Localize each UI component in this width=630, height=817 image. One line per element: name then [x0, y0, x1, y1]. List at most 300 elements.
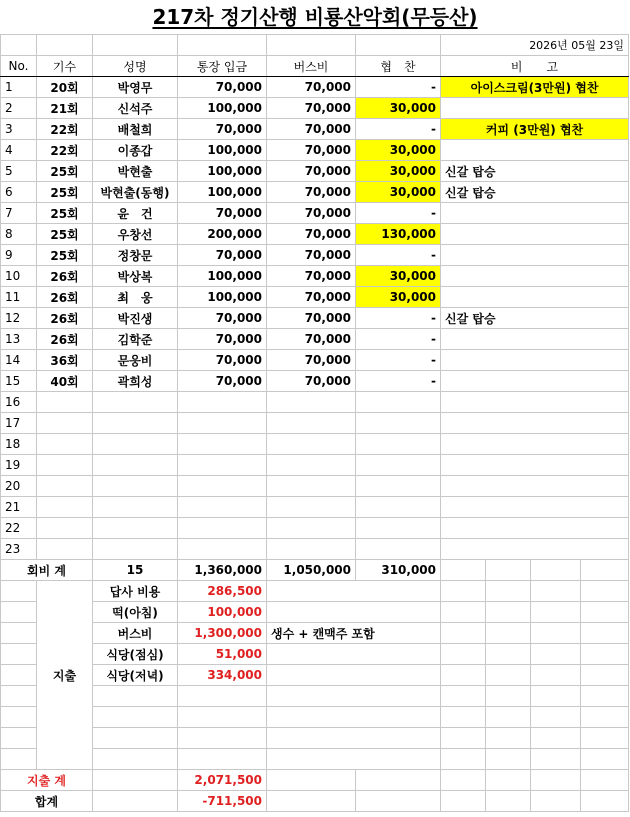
deposit-amount: 70,000	[178, 119, 267, 140]
empty-cell	[1, 728, 37, 749]
table-row	[1, 518, 629, 539]
member-generation: 36회	[37, 350, 93, 371]
empty-cell	[267, 770, 356, 791]
empty-cell	[531, 623, 581, 644]
bus-fee: 70,000	[267, 140, 356, 161]
empty-cell	[486, 581, 531, 602]
note	[441, 539, 629, 560]
empty-cell	[37, 413, 93, 434]
empty-cell	[581, 728, 629, 749]
sponsor-amount: -	[356, 203, 441, 224]
header-sponsor: 협 찬	[356, 56, 441, 77]
member-name: 이종갑	[93, 140, 178, 161]
sponsor-amount: -	[356, 245, 441, 266]
grand-total-amount: -711,500	[178, 791, 267, 812]
note	[441, 455, 629, 476]
bus-fee: 70,000	[267, 329, 356, 350]
member-name: 신석주	[93, 98, 178, 119]
empty-cell	[486, 707, 531, 728]
member-name: 정창문	[93, 245, 178, 266]
row-number: 14	[1, 350, 37, 371]
table-row	[1, 98, 629, 119]
empty-cell	[441, 791, 486, 812]
deposit-amount: 70,000	[178, 77, 267, 98]
note	[441, 371, 629, 392]
deposit-amount: 70,000	[178, 308, 267, 329]
empty-cell	[267, 791, 356, 812]
table-row	[1, 161, 629, 182]
member-generation: 40회	[37, 371, 93, 392]
empty-cell	[441, 623, 486, 644]
empty-cell	[356, 455, 441, 476]
bus-fee: 70,000	[267, 287, 356, 308]
empty-cell	[1, 623, 37, 644]
note	[441, 266, 629, 287]
empty-cell	[93, 476, 178, 497]
note	[441, 413, 629, 434]
expense-note	[267, 686, 441, 707]
empty-cell	[1, 665, 37, 686]
expense-row	[1, 686, 629, 707]
bus-fee: 70,000	[267, 308, 356, 329]
expense-row	[1, 644, 629, 665]
empty-cell	[441, 602, 486, 623]
sponsor-amount: 30,000	[356, 182, 441, 203]
member-generation: 26회	[37, 308, 93, 329]
note: 신갈 탑승	[441, 308, 629, 329]
member-generation: 21회	[37, 98, 93, 119]
expense-note	[267, 602, 441, 623]
empty-cell	[178, 434, 267, 455]
bus-fee: 70,000	[267, 224, 356, 245]
table-row	[1, 287, 629, 308]
table-row	[1, 140, 629, 161]
expense-row	[1, 665, 629, 686]
empty-cell	[37, 455, 93, 476]
empty-cell	[267, 434, 356, 455]
note: 아이스크림(3만원) 협찬	[441, 77, 629, 98]
empty-cell	[486, 686, 531, 707]
table-row	[1, 266, 629, 287]
expense-name: 떡(아침)	[93, 602, 178, 623]
fee-total-label: 회비 계	[1, 560, 93, 581]
row-number: 5	[1, 161, 37, 182]
row-number: 6	[1, 182, 37, 203]
empty-cell	[486, 623, 531, 644]
sponsor-amount: -	[356, 308, 441, 329]
ledger-table	[0, 34, 629, 812]
expense-name: 식당(저녁)	[93, 665, 178, 686]
note: 신갈 탑승	[441, 161, 629, 182]
empty-cell	[37, 518, 93, 539]
expense-note	[267, 749, 441, 770]
empty-cell	[93, 686, 178, 707]
table-row	[1, 476, 629, 497]
empty-cell	[1, 602, 37, 623]
empty-cell	[178, 392, 267, 413]
member-name: 배철희	[93, 119, 178, 140]
empty-cell	[486, 560, 531, 581]
member-name: 박상복	[93, 266, 178, 287]
fee-total-row	[1, 560, 629, 581]
bus-fee: 70,000	[267, 98, 356, 119]
empty-cell	[441, 707, 486, 728]
sponsor-amount: 30,000	[356, 98, 441, 119]
member-name: 우창선	[93, 224, 178, 245]
header-name: 성명	[93, 56, 178, 77]
table-row	[1, 392, 629, 413]
empty-cell	[178, 455, 267, 476]
bus-fee: 70,000	[267, 182, 356, 203]
member-generation: 26회	[37, 329, 93, 350]
expense-note	[267, 644, 441, 665]
fee-total-deposit: 1,360,000	[178, 560, 267, 581]
member-generation: 26회	[37, 287, 93, 308]
empty-cell	[93, 392, 178, 413]
row-number: 22	[1, 518, 37, 539]
empty-cell	[267, 413, 356, 434]
expense-row	[1, 623, 629, 644]
member-name: 최 웅	[93, 287, 178, 308]
empty-cell	[1, 707, 37, 728]
date-row	[1, 35, 629, 56]
empty-cell	[93, 728, 178, 749]
empty-cell	[267, 392, 356, 413]
empty-cell	[441, 644, 486, 665]
header-no: No.	[1, 56, 37, 77]
note	[441, 434, 629, 455]
empty-cell	[356, 476, 441, 497]
member-generation: 25회	[37, 203, 93, 224]
bus-fee: 70,000	[267, 245, 356, 266]
table-row	[1, 77, 629, 98]
empty-cell	[531, 602, 581, 623]
bus-fee: 70,000	[267, 350, 356, 371]
expense-label: 지출	[37, 581, 93, 770]
member-generation: 25회	[37, 224, 93, 245]
expense-name: 식당(점심)	[93, 644, 178, 665]
member-generation: 25회	[37, 161, 93, 182]
empty-cell	[356, 497, 441, 518]
row-number: 11	[1, 287, 37, 308]
member-generation: 26회	[37, 266, 93, 287]
note	[441, 224, 629, 245]
expense-amount: 100,000	[178, 602, 267, 623]
empty-cell	[37, 497, 93, 518]
grand-total-row	[1, 791, 629, 812]
deposit-amount: 70,000	[178, 245, 267, 266]
deposit-amount: 100,000	[178, 266, 267, 287]
header-deposit: 통장 입금	[178, 56, 267, 77]
empty-cell	[441, 728, 486, 749]
member-generation: 20회	[37, 77, 93, 98]
empty-cell	[486, 791, 531, 812]
empty-cell	[581, 665, 629, 686]
sponsor-amount: -	[356, 329, 441, 350]
bus-fee: 70,000	[267, 371, 356, 392]
expense-name: 답사 비용	[93, 581, 178, 602]
empty-cell	[531, 581, 581, 602]
row-number: 9	[1, 245, 37, 266]
deposit-amount: 70,000	[178, 371, 267, 392]
deposit-amount: 100,000	[178, 287, 267, 308]
expense-row	[1, 749, 629, 770]
note	[441, 497, 629, 518]
empty-cell	[581, 791, 629, 812]
header-gen: 기수	[37, 56, 93, 77]
empty-cell	[356, 539, 441, 560]
deposit-amount: 70,000	[178, 203, 267, 224]
empty-cell	[356, 791, 441, 812]
row-number: 13	[1, 329, 37, 350]
empty-cell	[178, 749, 267, 770]
empty-cell	[531, 707, 581, 728]
member-name: 박영무	[93, 77, 178, 98]
row-number: 10	[1, 266, 37, 287]
empty-cell	[1, 749, 37, 770]
empty-cell	[441, 665, 486, 686]
empty-cell	[267, 476, 356, 497]
member-generation: 25회	[37, 182, 93, 203]
table-row	[1, 224, 629, 245]
note	[441, 287, 629, 308]
member-name: 문웅비	[93, 350, 178, 371]
empty-cell	[531, 686, 581, 707]
table-row	[1, 497, 629, 518]
empty-cell	[441, 749, 486, 770]
row-number: 16	[1, 392, 37, 413]
row-number: 23	[1, 539, 37, 560]
empty-cell	[178, 539, 267, 560]
note	[441, 476, 629, 497]
empty-cell	[486, 644, 531, 665]
empty-cell	[178, 497, 267, 518]
sponsor-amount: 30,000	[356, 140, 441, 161]
empty-cell	[486, 770, 531, 791]
empty-cell	[356, 434, 441, 455]
empty-cell	[356, 518, 441, 539]
empty-cell	[93, 770, 178, 791]
table-row	[1, 245, 629, 266]
header-bus: 버스비	[267, 56, 356, 77]
empty-cell	[178, 707, 267, 728]
note	[441, 518, 629, 539]
row-number: 7	[1, 203, 37, 224]
sponsor-amount: 30,000	[356, 161, 441, 182]
expense-total-label: 지출 계	[1, 770, 93, 791]
table-row	[1, 203, 629, 224]
empty-cell	[93, 497, 178, 518]
empty-cell	[356, 413, 441, 434]
expense-amount: 1,300,000	[178, 623, 267, 644]
empty-cell	[531, 770, 581, 791]
sponsor-amount: -	[356, 119, 441, 140]
empty-cell	[486, 749, 531, 770]
expense-amount: 51,000	[178, 644, 267, 665]
empty-cell	[93, 539, 178, 560]
empty-cell	[93, 707, 178, 728]
empty-cell	[178, 518, 267, 539]
table-row	[1, 329, 629, 350]
row-number: 3	[1, 119, 37, 140]
empty-cell	[178, 413, 267, 434]
expense-note	[267, 581, 441, 602]
note	[441, 329, 629, 350]
bus-fee: 70,000	[267, 266, 356, 287]
empty-cell	[1, 644, 37, 665]
deposit-amount: 70,000	[178, 350, 267, 371]
row-number: 21	[1, 497, 37, 518]
empty-cell	[93, 413, 178, 434]
table-row	[1, 434, 629, 455]
grand-total-label: 합계	[1, 791, 93, 812]
empty-cell	[37, 476, 93, 497]
empty-cell	[267, 539, 356, 560]
member-generation: 25회	[37, 245, 93, 266]
expense-total-row	[1, 770, 629, 791]
row-number: 12	[1, 308, 37, 329]
empty-cell	[531, 728, 581, 749]
fee-total-bus: 1,050,000	[267, 560, 356, 581]
empty-cell	[178, 686, 267, 707]
note	[441, 350, 629, 371]
note: 커피 (3만원) 협찬	[441, 119, 629, 140]
member-generation: 22회	[37, 119, 93, 140]
expense-row	[1, 581, 629, 602]
deposit-amount: 200,000	[178, 224, 267, 245]
empty-cell	[267, 455, 356, 476]
empty-cell	[441, 581, 486, 602]
member-name: 곽희성	[93, 371, 178, 392]
empty-cell	[441, 686, 486, 707]
bus-fee: 70,000	[267, 161, 356, 182]
empty-cell	[93, 434, 178, 455]
empty-cell	[581, 686, 629, 707]
member-name: 윤 건	[93, 203, 178, 224]
table-row	[1, 308, 629, 329]
empty-cell	[531, 665, 581, 686]
expense-note: 생수 + 캔맥주 포함	[267, 623, 441, 644]
empty-cell	[581, 770, 629, 791]
empty-cell	[93, 749, 178, 770]
sponsor-amount: 30,000	[356, 266, 441, 287]
empty-cell	[581, 644, 629, 665]
member-name: 박현출(동행)	[93, 182, 178, 203]
empty-cell	[441, 770, 486, 791]
note	[441, 98, 629, 119]
empty-cell	[93, 518, 178, 539]
table-row	[1, 539, 629, 560]
expense-row	[1, 728, 629, 749]
expense-amount: 286,500	[178, 581, 267, 602]
sponsor-amount: 130,000	[356, 224, 441, 245]
empty-cell	[581, 749, 629, 770]
empty-cell	[486, 665, 531, 686]
table-row	[1, 119, 629, 140]
row-number: 18	[1, 434, 37, 455]
empty-cell	[267, 497, 356, 518]
expense-row	[1, 707, 629, 728]
expense-note	[267, 665, 441, 686]
report-date: 2026년 05월 23일	[441, 35, 629, 56]
expense-row	[1, 602, 629, 623]
table-row	[1, 455, 629, 476]
header-note: 비 고	[441, 56, 629, 77]
empty-cell	[581, 560, 629, 581]
expense-note	[267, 707, 441, 728]
deposit-amount: 100,000	[178, 140, 267, 161]
empty-cell	[93, 791, 178, 812]
empty-cell	[178, 728, 267, 749]
bus-fee: 70,000	[267, 77, 356, 98]
note	[441, 203, 629, 224]
sponsor-amount: 30,000	[356, 287, 441, 308]
expense-name: 버스비	[93, 623, 178, 644]
member-generation: 22회	[37, 140, 93, 161]
bus-fee: 70,000	[267, 203, 356, 224]
row-number: 20	[1, 476, 37, 497]
row-number: 1	[1, 77, 37, 98]
expense-amount: 334,000	[178, 665, 267, 686]
table-row	[1, 413, 629, 434]
empty-cell	[356, 770, 441, 791]
row-number: 17	[1, 413, 37, 434]
deposit-amount: 70,000	[178, 329, 267, 350]
empty-cell	[93, 455, 178, 476]
empty-cell	[581, 623, 629, 644]
member-name: 김학준	[93, 329, 178, 350]
header-row	[1, 56, 629, 77]
empty-cell	[581, 602, 629, 623]
row-number: 2	[1, 98, 37, 119]
fee-total-sponsor: 310,000	[356, 560, 441, 581]
empty-cell	[37, 434, 93, 455]
deposit-amount: 100,000	[178, 161, 267, 182]
member-name: 박현출	[93, 161, 178, 182]
empty-cell	[531, 560, 581, 581]
fee-total-count: 15	[93, 560, 178, 581]
empty-cell	[531, 644, 581, 665]
empty-cell	[37, 539, 93, 560]
row-number: 4	[1, 140, 37, 161]
empty-cell	[581, 707, 629, 728]
empty-cell	[441, 560, 486, 581]
note	[441, 245, 629, 266]
empty-cell	[531, 791, 581, 812]
note	[441, 392, 629, 413]
empty-cell	[486, 728, 531, 749]
deposit-amount: 100,000	[178, 98, 267, 119]
bus-fee: 70,000	[267, 119, 356, 140]
empty-cell	[486, 602, 531, 623]
deposit-amount: 100,000	[178, 182, 267, 203]
empty-cell	[531, 749, 581, 770]
row-number: 8	[1, 224, 37, 245]
empty-cell	[37, 392, 93, 413]
note: 신갈 탑승	[441, 182, 629, 203]
empty-cell	[356, 392, 441, 413]
empty-cell	[178, 476, 267, 497]
sponsor-amount: -	[356, 350, 441, 371]
empty-cell	[581, 581, 629, 602]
table-row	[1, 182, 629, 203]
row-number: 15	[1, 371, 37, 392]
row-number: 19	[1, 455, 37, 476]
note	[441, 140, 629, 161]
table-row	[1, 350, 629, 371]
empty-cell	[1, 686, 37, 707]
empty-cell	[267, 518, 356, 539]
